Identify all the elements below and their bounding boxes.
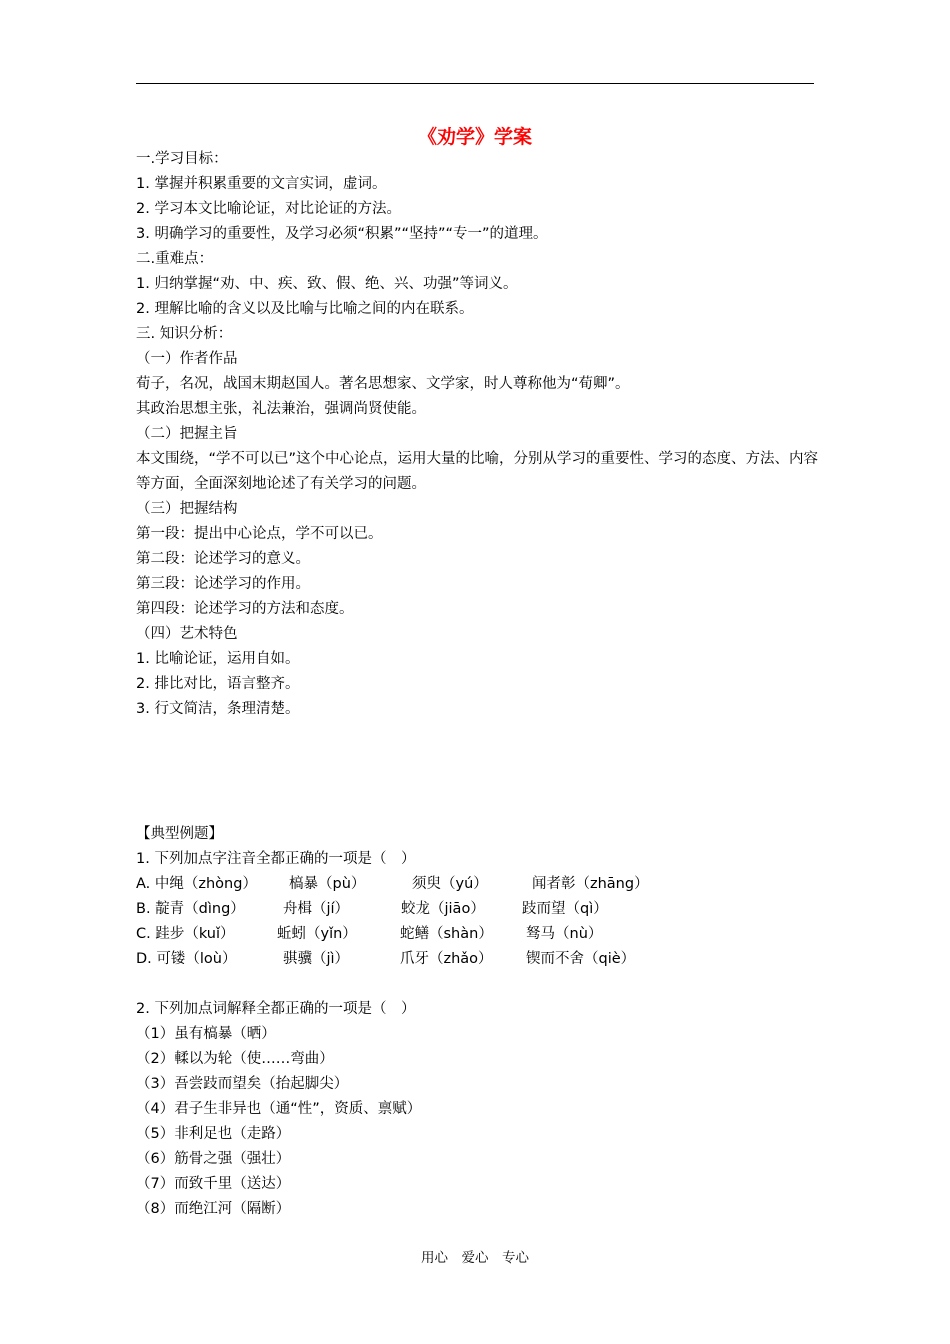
question-2-item: （6）筋骨之强（强壮） [136, 1151, 291, 1167]
analysis-heading: 三. 知识分析： [136, 326, 233, 342]
structure-item: 第一段：提出中心论点，学不可以已。 [136, 526, 383, 542]
option-cell: 槁暴（pù） [289, 876, 366, 892]
document-title: 《劝学》学案 [417, 126, 532, 148]
goal-item: 3. 明确学习的重要性，及学习必须“积累”“坚持”“专一”的道理。 [136, 226, 548, 242]
author-line: 荀子，名况，战国末期赵国人。著名思想家、文学家，时人尊称他为“荀卿”。 [136, 376, 630, 392]
theme-paragraph: 本文围绕，“学不可以已”这个中心论点，运用大量的比喻，分别从学习的重要性、学习的态度、方法、内容等方面，全面深刻地论述了有关学习的问题。 [136, 451, 819, 492]
goal-item: 2. 学习本文比喻论证，对比论证的方法。 [136, 201, 401, 217]
option-cell: C. 跬步（kuǐ） [136, 926, 235, 942]
structure-item: 第二段：论述学习的意义。 [136, 551, 310, 567]
theme-heading: （二）把握主旨 [136, 426, 238, 442]
header-rule [136, 83, 814, 84]
art-heading: （四）艺术特色 [136, 626, 238, 642]
structure-item: 第三段：论述学习的作用。 [136, 576, 310, 592]
option-cell: D. 可镂（loù） [136, 951, 237, 967]
option-cell: 驽马（nù） [526, 926, 603, 942]
question-2-item: （8）而绝江河（隔断） [136, 1201, 291, 1217]
option-cell: 须臾（yú） [412, 876, 488, 892]
option-cell: A. 中绳（zhòng） [136, 876, 257, 892]
structure-item: 第四段：论述学习的方法和态度。 [136, 601, 354, 617]
author-line: 其政治思想主张，礼法兼治，强调尚贤使能。 [136, 401, 426, 417]
question-1-option-b [136, 897, 836, 922]
question-1-stem: 1. 下列加点字注音全都正确的一项是（ ） [136, 851, 416, 867]
option-cell: 骐骥（jì） [283, 951, 350, 967]
key-item: 2. 理解比喻的含义以及比喻与比喻之间的内在联系。 [136, 301, 474, 317]
option-cell: 爪牙（zhǎo） [400, 951, 493, 967]
goal-item: 1. 掌握并积累重要的文言实词，虚词。 [136, 176, 387, 192]
goals-heading: 一.学习目标： [136, 151, 228, 167]
question-2-item: （4）君子生非异也（通“性”，资质、禀赋） [136, 1101, 422, 1117]
structure-heading: （三）把握结构 [136, 501, 238, 517]
question-2-item: （3）吾尝跂而望矣（抬起脚尖） [136, 1076, 349, 1092]
option-cell: 蛟龙（jiāo） [401, 901, 485, 917]
key-heading: 二.重难点： [136, 251, 214, 267]
question-1-option-a [136, 872, 836, 897]
art-item: 1. 比喻论证，运用自如。 [136, 651, 300, 667]
examples-heading: 【典型例题】 [136, 826, 223, 842]
question-2-item: （2）輮以为轮（使……弯曲） [136, 1051, 334, 1067]
option-cell: B. 靛青（dìng） [136, 901, 245, 917]
option-cell: 舟楫（jí） [283, 901, 350, 917]
question-1-option-c [136, 922, 836, 947]
option-cell: 蛇鳝（shàn） [400, 926, 493, 942]
question-2-item: （7）而致千里（送达） [136, 1176, 291, 1192]
option-cell: 蚯蚓（yǐn） [277, 926, 357, 942]
question-2-item: （1）虽有槁暴（晒） [136, 1026, 276, 1042]
option-cell: 锲而不舍（qiè） [526, 951, 636, 967]
author-heading: （一）作者作品 [136, 351, 238, 367]
document-body [136, 147, 836, 1222]
option-cell: 闻者彰（zhāng） [532, 876, 649, 892]
option-cell: 跂而望（qì） [522, 901, 608, 917]
question-2-stem: 2. 下列加点词解释全都正确的一项是（ ） [136, 1001, 416, 1017]
page-footer: 用心 爱心 专心 [421, 1250, 529, 1266]
art-item: 2. 排比对比，语言整齐。 [136, 676, 300, 692]
art-item: 3. 行文简洁，条理清楚。 [136, 701, 300, 717]
key-item: 1. 归纳掌握“劝、中、疾、致、假、绝、兴、功强”等词义。 [136, 276, 518, 292]
question-1-option-d [136, 947, 836, 972]
question-2-item: （5）非利足也（走路） [136, 1126, 291, 1142]
